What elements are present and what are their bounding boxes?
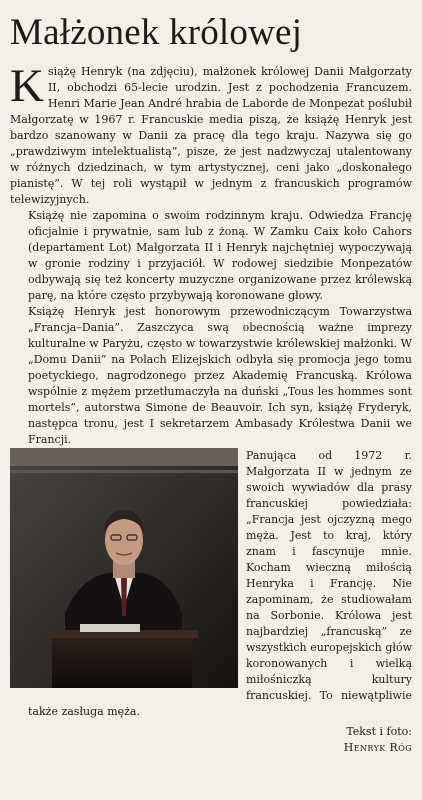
paragraph-4: Panująca od 1972 r. Małgorzata II w jednym ze swoich wywiadów dla prasy francuskiej powiedziała: „Francja jest ojczyzną mego męża. Jest to kraj, który znam i fascynuje mnie. Kocham wieczną miłością Henryka i Francję. Nie zapominam, że studiowałam na Sorbonie. Królowa jest najbardziej „francuską” ze wszystkich europejskich głów koronowanych i wielką miłośniczką kultury francuskiej. To niewątpliwie także zasługa męża. <box>28 449 412 718</box>
paragraph-1-text: siążę Henryk (na zdjęciu), małżonek królowej Danii Małgorzaty II, obchodzi 65-lecie urodzin. Jest z pochodzenia Francuzem. Henri Marie Jean André hrabia de Laborde de Monpezat poślubił Małgorzatę w 1967 r. Francuskie media piszą, że książę Henryk jest bardzo szanowany w Danii za pracę dla tego kraju. Nazywa się go „prawdziwym intelektualistą”, pisze, że jest nadzwyczaj utalentowany w różnych dziedzinach, w tym artystycznej, ceni jako „doskonałego pianistę”. W tej roli wystąpił w jednym z francuskich programów telewizyjnych. <box>10 65 412 206</box>
drop-cap: K <box>10 60 44 112</box>
credit-label: Tekst i foto: <box>346 725 412 738</box>
article-title: Małżonek królowej <box>10 12 303 53</box>
article-body <box>10 60 412 756</box>
article-photo <box>10 448 238 688</box>
paragraph-1 <box>10 60 412 208</box>
prince-photo-image <box>10 448 238 688</box>
credit <box>10 724 412 756</box>
paragraph-3: Książę Henryk jest honorowym przewodniczącym Towarzystwa „Francja–Dania”. Zaszczyca swą obecnością ważne imprezy kulturalne w Paryżu, często w towarzystwie królewskiej małżonki. W „Domu Danii” na Polach Elizejskich odbyła się promocja jego tomu poetyckiego, nagrodzonego przez Akademię Francuską. Królowa wspólnie z mężem przetłumaczyła na duński „Tous les hommes sont mortels”, autorstwa Simone de Beauvoir. Ich syn, książę Fryderyk, następca tronu, jest I sekretarzem Ambasady Królestwa Danii we Francji. <box>28 305 412 446</box>
paragraph-2: Książę nie zapomina o swoim rodzinnym kraju. Odwiedza Francję oficjalnie i prywatnie, sam lub z żoną. W Zamku Caix koło Cahors (departament Lot) Małgorzata II i Henryk najchętniej wypoczywają w gronie rodziny i przyjaciół. W rodowej siedzibie Monpezatów odbywają się też koncerty muzyczne organizowane przez królewską parę, na które często przybywają koronowane głowy. <box>28 209 412 302</box>
credit-author: Henryk Róg <box>343 741 412 754</box>
